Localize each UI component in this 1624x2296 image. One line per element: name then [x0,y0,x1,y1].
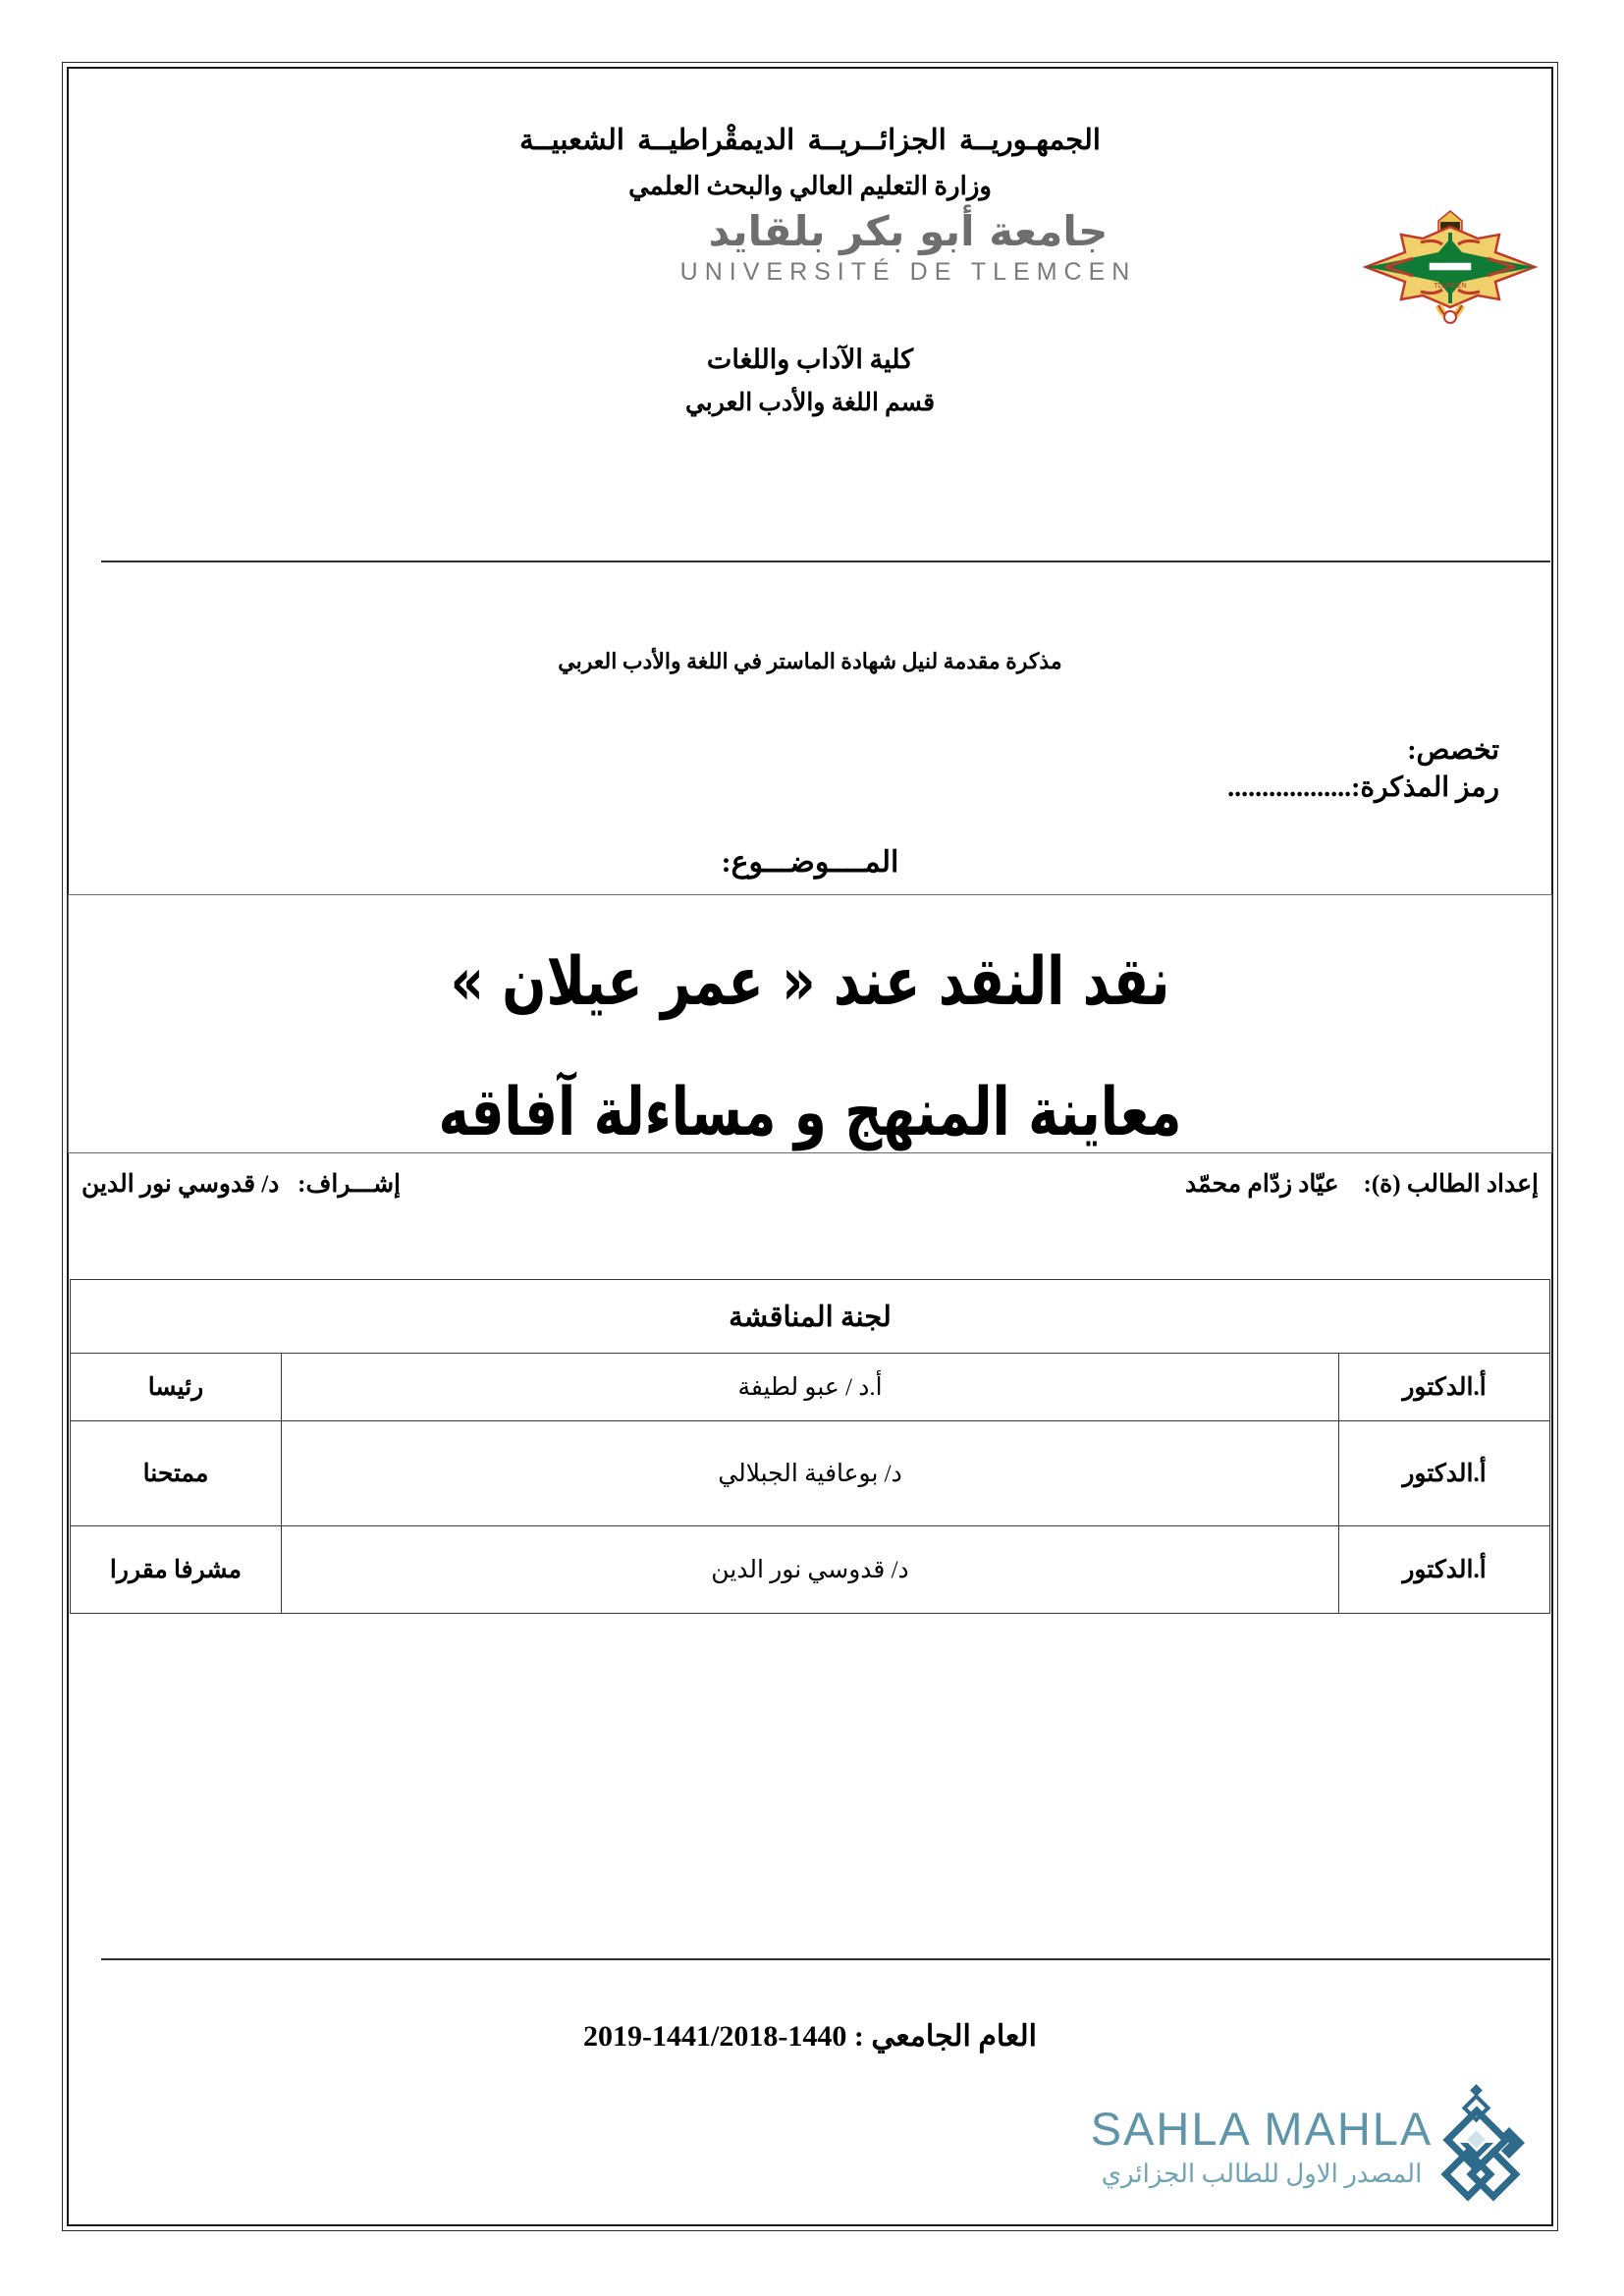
table-row [71,1421,1550,1526]
jury-role-1: ممتحنا [71,1421,282,1526]
supervisor-label: إشـــراف: [298,1171,401,1198]
supervisor-name: د/ قدوسي نور الدين [81,1171,280,1198]
faculty-name: كلية الآداب واللغات [706,345,914,374]
watermark-text-group [1085,2103,1438,2189]
university-identity-row [62,209,1558,327]
jury-title-0: أ.الدكتور [1339,1354,1550,1421]
jury-name-0: أ.د / عبو لطيفة [282,1354,1339,1421]
jury-title-2: أ.الدكتور [1339,1526,1550,1614]
jury-role-2: مشرفا مقررا [71,1526,282,1614]
subject-label: المــــوضـــوع: [721,846,899,879]
university-name-group [415,207,1401,287]
main-block [62,561,1558,1958]
table-row [71,1526,1550,1614]
specialty-group [1227,732,1499,807]
watermark-tagline: المصدر الاول للطالب الجزائري [1101,2160,1423,2188]
jury-table [70,1279,1550,1614]
jury-table-heading-row [71,1280,1550,1354]
table-row [71,1354,1550,1421]
department-name: قسم اللغة والأدب العربي [684,390,936,416]
cover-page-content [62,62,1558,2231]
jury-title-1: أ.الدكتور [1339,1421,1550,1526]
watermark-brand: SAHLA MAHLA [1090,2103,1434,2155]
jury-role-0: رئيسا [71,1354,282,1421]
header-block [62,62,1558,561]
authors-row [81,1169,1539,1199]
university-name-arabic: جامعة أبو بكر بلقايد [708,207,1109,255]
specialty-label: تخصص: [1407,735,1499,766]
university-emblem-icon [1352,209,1548,325]
ministry-title-line2: وزارة التعليم العالي والبحث العلمي [628,172,992,200]
student-label: إعداد الطالب (ة): [1363,1171,1539,1198]
university-name-french: UNIVERSITÉ DE TLEMCEN [679,258,1137,286]
thesis-code-label: رمز المذكرة:.................. [1227,772,1499,803]
watermark-logo-icon [1419,2084,1537,2212]
academic-year: العام الجامعي : 1440-1441/2018-2019 [582,2020,1038,2053]
sahla-mahla-watermark [1085,2078,1546,2225]
student-name: عيّاد زدّام محمّد [1185,1171,1339,1198]
supervisor-group [81,1169,401,1199]
degree-statement: مذكرة مقدمة لنيل شهادة الماستر في اللغة والأدب العربي [558,649,1062,673]
republic-title-line1: الجمهـوريــة الجزائــريــة الديمقْراطيــة الشعبيــة [519,125,1101,156]
footer-block [62,1958,1558,2231]
jury-heading: لجنة المناقشة [71,1280,1550,1354]
jury-name-1: د/ بوعافية الجبلالي [282,1421,1339,1526]
thesis-title-box [68,894,1552,1153]
jury-name-2: د/ قدوسي نور الدين [282,1526,1339,1614]
thesis-title-line-1: نقد النقد عند « عمر عيلان » [450,943,1170,1021]
thesis-title-line-2: معاينة المنهج و مساءلة آفاقه [438,1074,1182,1151]
svg-text:TLEMCEN: TLEMCEN [1434,282,1467,290]
student-group [1185,1169,1539,1199]
